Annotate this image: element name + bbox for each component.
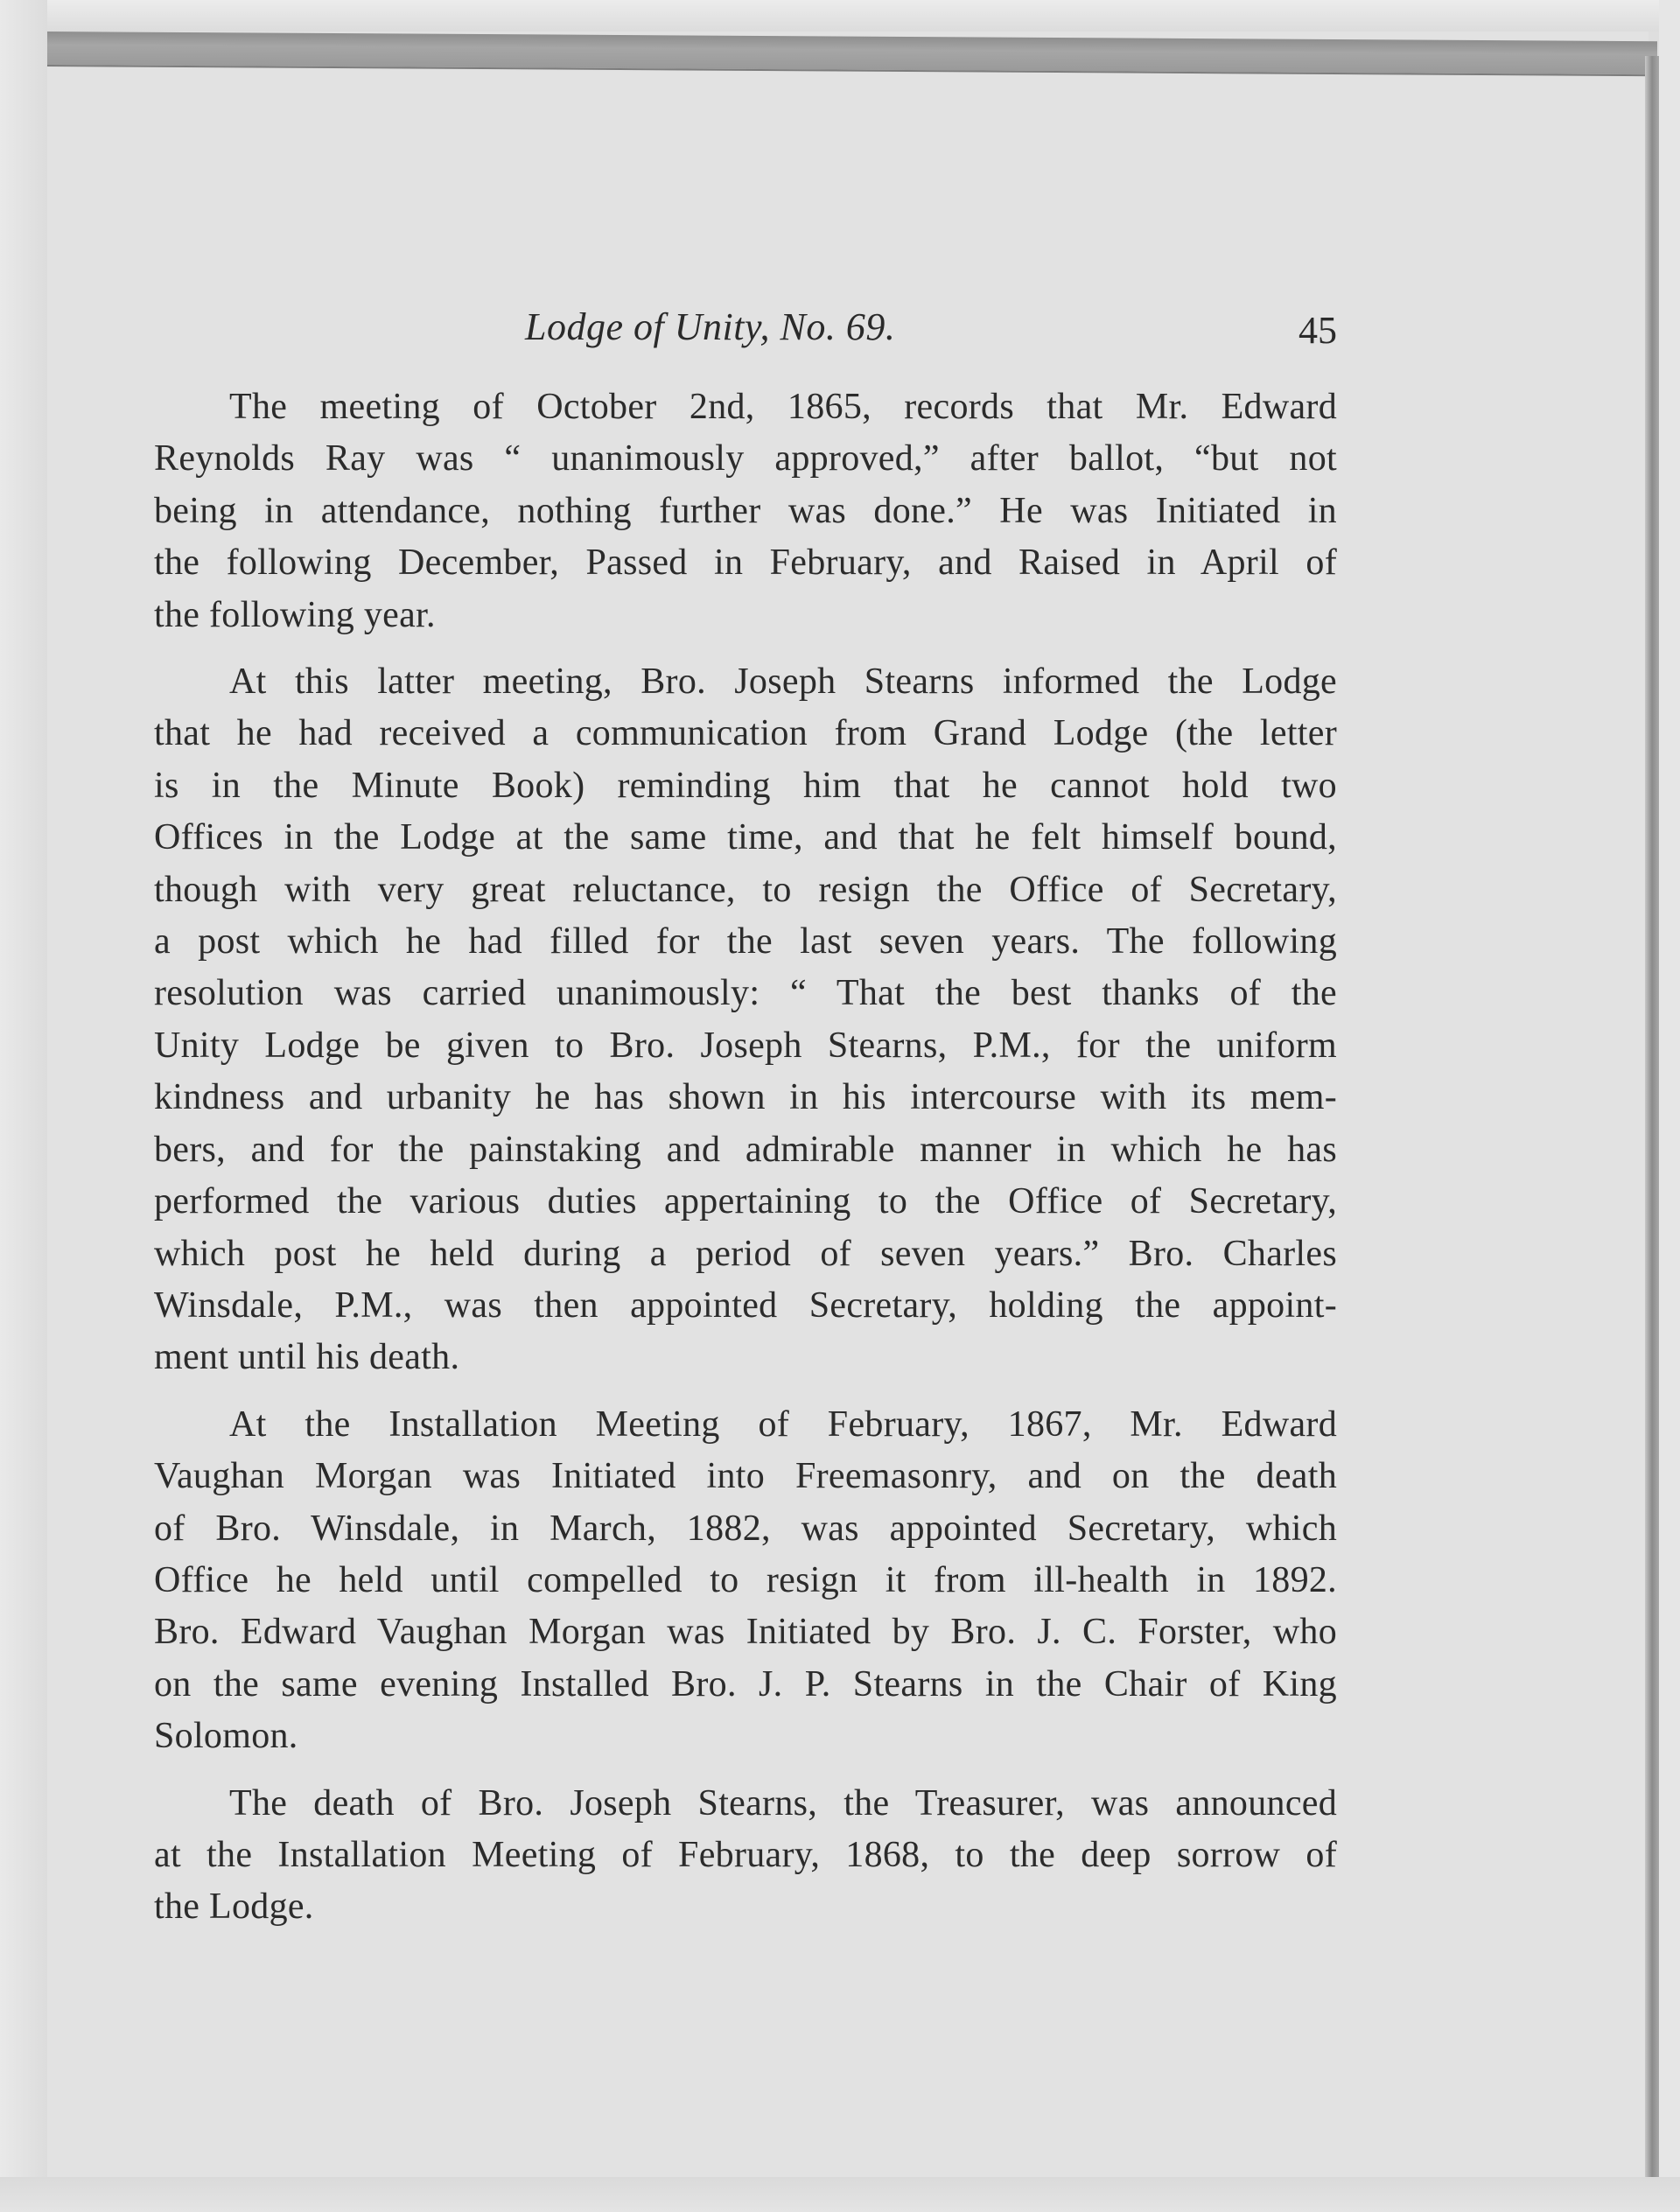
text-line: Winsdale, P.M., was then appointed Secretary, holding the appoint- xyxy=(154,1284,1337,1326)
text-line: Offices in the Lodge at the same time, and that he felt himself bound, xyxy=(154,817,1337,858)
running-head xyxy=(154,304,1337,357)
text-line: kindness and urbanity he has shown in his intercourse with its mem- xyxy=(154,1077,1337,1118)
text-line: on the same evening Installed Bro. J. P. Stearns in the Chair of King xyxy=(154,1663,1337,1704)
text-line: ment until his death. xyxy=(154,1337,460,1378)
page-number: 45 xyxy=(1298,309,1337,352)
text-line: the following year. xyxy=(154,594,436,635)
text-line: Bro. Edward Vaughan Morgan was Initiated by Bro. J. C. Forster, who xyxy=(154,1612,1337,1653)
text-line: The meeting of October 2nd, 1865, records that Mr. Edward xyxy=(229,387,1337,427)
text-line: the Lodge. xyxy=(154,1886,314,1928)
text-line: Vaughan Morgan was Initiated into Freemasonry, and on the death xyxy=(154,1456,1337,1497)
text-line: a post which he had filled for the last seven years. The following xyxy=(154,921,1337,962)
text-line: Unity Lodge be given to Bro. Joseph Stearns, P.M., for the uniform xyxy=(154,1025,1337,1066)
text-line: Solomon. xyxy=(154,1716,298,1757)
scan-top-margin xyxy=(47,0,1680,32)
scan-left-edge xyxy=(0,0,47,2212)
scan-bottom-edge xyxy=(0,2177,1680,2212)
text-line: at the Installation Meeting of February, 1868, to the deep sorrow of xyxy=(154,1834,1337,1875)
paragraph-4 xyxy=(154,1778,1337,1934)
text-line: is in the Minute Book) reminding him that he cannot hold two xyxy=(154,765,1337,806)
text-line: which post he held during a period of seven years.” Bro. Charles xyxy=(154,1233,1337,1274)
text-line: the following December, Passed in February, and Raised in April of xyxy=(154,542,1337,584)
text-line: The death of Bro. Joseph Stearns, the Treasurer, was announced xyxy=(229,1782,1337,1824)
text-line: that he had received a communication from Grand Lodge (the letter xyxy=(154,713,1337,754)
running-title: Lodge of Unity, No. 69. xyxy=(525,305,896,348)
text-line: Office he held until compelled to resign it from ill-health in 1892. xyxy=(154,1559,1337,1600)
page-right-edge-shadow xyxy=(1645,56,1659,2212)
text-line: performed the various duties appertaining to the Office of Secretary, xyxy=(154,1181,1337,1222)
text-line: At the Installation Meeting of February, 1867, Mr. Edward xyxy=(229,1404,1337,1445)
text-line: being in attendance, nothing further was done.” He was Initiated in xyxy=(154,490,1337,531)
text-line: At this latter meeting, Bro. Joseph Stearns informed the Lodge xyxy=(229,662,1337,703)
text-line: though with very great reluctance, to resign the Office of Secretary, xyxy=(154,869,1337,910)
scan-right-margin xyxy=(1659,0,1680,2212)
paragraph-3 xyxy=(154,1399,1337,1763)
body-text xyxy=(154,382,1337,1949)
text-line: of Bro. Winsdale, in March, 1882, was appointed Secretary, which xyxy=(154,1508,1337,1549)
paragraph-2 xyxy=(154,656,1337,1384)
text-line: Reynolds Ray was “ unanimously approved,” after ballot, “but not xyxy=(154,438,1337,480)
text-line: resolution was carried unanimously: “ That the best thanks of the xyxy=(154,973,1337,1014)
text-line: bers, and for the painstaking and admirable manner in which he has xyxy=(154,1129,1337,1170)
paragraph-1 xyxy=(154,382,1337,641)
